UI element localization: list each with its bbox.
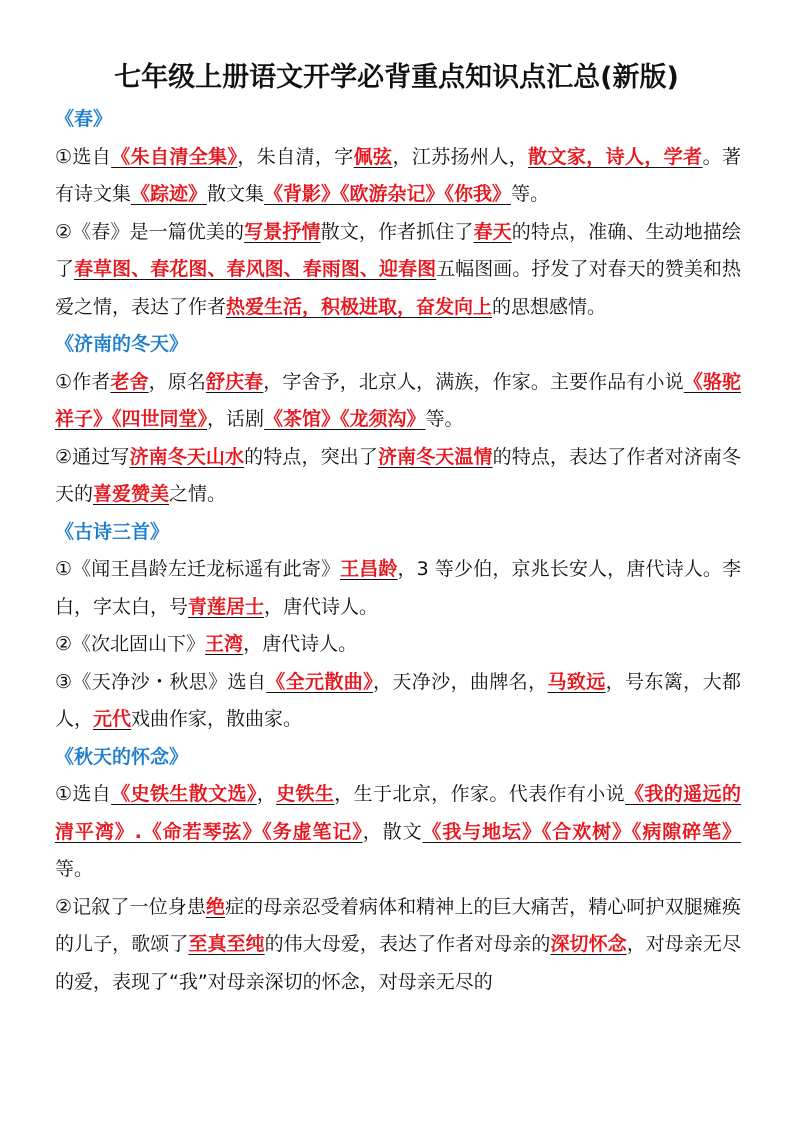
key-point-highlight: 佩弦 <box>353 145 393 168</box>
key-point-highlight: 王昌龄 <box>340 558 398 580</box>
key-point-highlight: 老舍 <box>110 370 149 393</box>
key-point-highlight: 《茶馆》《龙须沟》 <box>264 408 426 430</box>
text-segment: 的特点，准确、生动地描绘了 <box>55 220 741 280</box>
text-segment: 等。 <box>511 183 550 205</box>
text-segment: ②《次北固山下》 <box>55 633 206 655</box>
key-point-highlight: 《踪迹》 <box>131 183 208 205</box>
key-point-highlight: 喜爱赞美 <box>93 483 170 505</box>
key-point-highlight: 春草图、春花图、春风图、春雨图、迎春图 <box>74 258 437 280</box>
paragraph <box>55 776 741 889</box>
text-segment: 之情。 <box>169 483 227 505</box>
key-point-highlight: 《背影》《欧游杂记》《你我》 <box>264 183 512 205</box>
paragraph <box>55 439 741 514</box>
text-segment: ，散文 <box>362 820 423 843</box>
key-point-highlight: 至真至纯 <box>188 933 265 955</box>
paragraph <box>55 551 741 626</box>
text-segment: ，天净沙，曲牌名， <box>373 670 548 693</box>
paragraph <box>55 139 741 214</box>
text-segment: ③《天净沙・秋思》选自 <box>55 670 267 693</box>
text-segment: 散文，作者抓住了 <box>320 220 474 243</box>
text-segment: ，生于北京，作家。代表作有小说 <box>334 783 626 805</box>
paragraph <box>55 364 741 439</box>
section-heading: 《古诗三首》 <box>55 520 170 543</box>
text-segment: ，号东篱，大都人， <box>55 670 741 730</box>
text-segment: ①作者 <box>55 370 111 393</box>
key-point-highlight: 春天 <box>473 220 512 243</box>
text-segment: ，对母亲无尽的爱，表现了“我”对母亲深切的怀念，对母亲无尽的 <box>55 933 741 993</box>
key-point-highlight: 《骆驼祥子》《四世同堂》 <box>55 370 741 430</box>
text-segment: ①《闻王昌龄左迁龙标遥有此寄》 <box>55 558 341 580</box>
key-point-highlight: 《史铁生散文选》 <box>111 783 257 805</box>
key-point-highlight: 舒庆春 <box>205 370 264 393</box>
key-point-highlight: 写景抒情 <box>244 220 321 243</box>
text-segment: ①选自 <box>55 783 112 805</box>
document-body <box>55 101 741 1001</box>
key-point-highlight: 《我的遥远的清平湾》.《命若琴弦》《务虚笔记》 <box>55 783 741 843</box>
text-segment: 戏曲作家，散曲家。 <box>131 708 303 730</box>
text-segment: ②记叙了一位身患 <box>55 895 206 918</box>
text-segment: ，江苏扬州人， <box>392 145 529 168</box>
key-point-highlight: 青莲居士 <box>188 595 265 618</box>
paragraph <box>55 664 741 739</box>
text-segment: 的特点，突出了 <box>244 445 378 468</box>
key-point-highlight: 深切怀念 <box>550 933 627 955</box>
paragraph <box>55 626 741 664</box>
paragraph <box>55 214 741 327</box>
key-point-highlight: 热爱生活，积极进取，奋发向上 <box>226 295 493 318</box>
key-point-highlight: 马致远 <box>547 670 606 693</box>
text-segment: ，原名 <box>148 370 206 393</box>
text-segment: ①选自 <box>55 145 112 168</box>
text-segment: 的伟大母爱，表达了作者对母亲的 <box>264 933 551 955</box>
key-point-highlight: 济南冬天山水 <box>129 445 245 468</box>
key-point-highlight: 元代 <box>93 708 132 730</box>
key-point-highlight: 史铁生 <box>276 783 335 805</box>
text-segment: 等。 <box>425 408 464 430</box>
text-segment: ，话剧 <box>207 408 265 430</box>
text-segment: 五幅图画。抒发了对春天的赞美和热爱之情，表达了作者 <box>55 258 741 318</box>
text-segment: ，唐代诗人。 <box>264 595 379 618</box>
key-point-highlight: 济南冬天温情 <box>377 445 493 468</box>
document-title: 七年级上册语文开学必背重点知识点汇总(新版) <box>114 62 679 93</box>
key-point-highlight: 散文家，诗人，学者 <box>528 145 703 168</box>
text-segment: ②《春》是一篇优美的 <box>55 220 245 243</box>
key-point-highlight: 《全元散曲》 <box>266 670 374 693</box>
text-segment: ②通过写 <box>55 445 130 468</box>
text-segment: 的思想感情。 <box>492 295 607 318</box>
key-point-highlight: 《我与地坛》《合欢树》《病隙碎笔》 <box>422 820 741 843</box>
key-point-highlight: 绝 <box>205 895 226 918</box>
paragraph <box>55 889 741 1002</box>
text-segment: 散文集 <box>207 183 265 205</box>
text-segment: 症的母亲忍受着病体和精神上的巨大痛苦，精心呵护双腿瘫痪的儿子，歌颂了 <box>55 895 741 955</box>
text-segment: ，3 等少伯，京兆长安人，唐代诗人。李白，字太白，号 <box>55 558 741 618</box>
text-segment: ， <box>256 783 277 805</box>
key-point-highlight: 《朱自清全集》 <box>111 145 238 168</box>
text-segment: ，朱自清，字 <box>237 145 354 168</box>
text-segment: ，唐代诗人。 <box>243 633 358 655</box>
key-point-highlight: 王湾 <box>205 633 244 655</box>
text-segment: 等。 <box>55 858 94 880</box>
text-segment: 的特点，表达了作者对济南冬天的 <box>55 445 741 505</box>
text-segment: 。著有诗文集 <box>55 145 741 205</box>
section-heading: 《济南的冬天》 <box>55 333 189 355</box>
section-heading: 《秋天的怀念》 <box>55 745 189 768</box>
section-heading: 《春》 <box>55 108 113 130</box>
text-segment: ，字舍予，北京人，满族，作家。主要作品有小说 <box>263 370 684 393</box>
